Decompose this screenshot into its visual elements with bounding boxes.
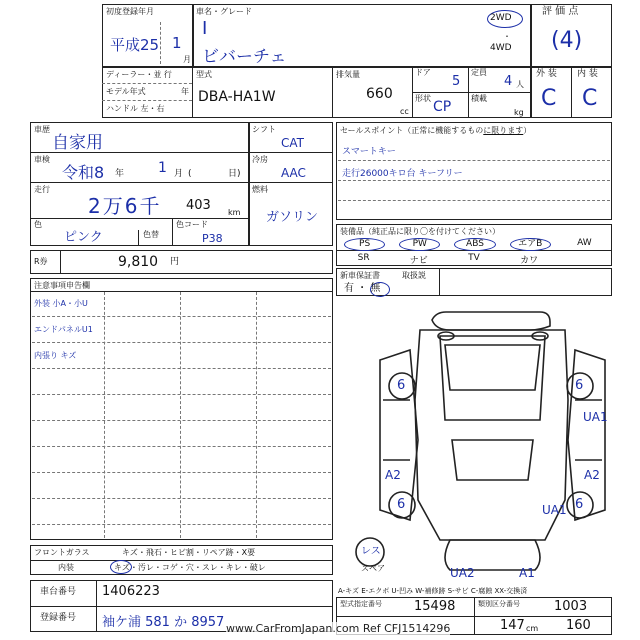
capacity-unit: 人 [516,80,524,89]
inspection-day-open: ( [188,169,192,179]
chassis-label: 車台番号 [40,587,77,597]
mark-a1: A1 [519,566,535,580]
mark-a2-left: A2 [385,468,401,482]
year-unit: 年 [181,87,189,96]
capacity-value: 4 [504,74,513,89]
kg-unit: kg [514,108,524,117]
interior-damage-options: キズ・汚レ・コゲ・穴・スレ・キレ・破レ [114,563,266,572]
shift-value: CAT [281,136,304,150]
type-value: 15498 [414,599,456,614]
mark-tire-fr: 6 [575,378,584,393]
inspection-era: 令和8 [62,163,105,182]
recycle-value: 9,810 [118,254,159,270]
shape-value: CP [433,99,452,115]
mileage-label: 走行 [34,185,50,194]
dims-unit: cm [526,624,539,633]
windshield-options: キズ・飛石・ヒビ割・リペア跡・X要 [122,548,256,557]
inspection-label: 車検 [34,155,50,164]
equipment-item-0-2: ABS [454,238,495,251]
front-bumper [432,312,550,330]
mark-tire-rr: 6 [575,497,584,512]
color-change-label: 色替 [143,230,159,239]
color-code-value: P38 [202,232,223,245]
handle-label: ハンドル 左・右 [106,104,165,113]
note-3: 内張り キズ [34,351,77,360]
equipment-item-1-2: TV [468,253,480,263]
door-label: ドア [415,68,431,77]
model-year-label: モデル年式 [106,87,146,96]
chassis-value: 1406223 [102,584,160,599]
month-value: 1 [172,34,182,52]
exterior-value: C [541,86,557,111]
equipment-item-0-0: PS [344,238,385,251]
inspection-year-unit: 年 [115,169,125,179]
fuel-value: ガソリン [266,210,319,225]
class-value: 1003 [554,599,588,614]
damage-legend: A-キズ E-エクボ U-凹み W-補修跡 S-サビ C-腐蝕 XX-交換済 [338,587,528,595]
car-name-label: 車名・グレード [196,7,252,16]
mark-ua1-right: UA1 [583,410,608,424]
sales-points-title-underlined: に限ります [483,126,524,135]
equipment-item-1-1: ナビ [409,256,428,266]
note-2: エンドパネルU1 [34,325,93,334]
usage-label: 車歴 [34,125,50,134]
month-unit: 月 [183,55,191,64]
shape-label: 形状 [415,94,431,103]
equipment-item-1-0: SR [357,253,370,263]
sales-point-2: 走行26000キロ台 キーフリー [342,169,463,179]
type-label: 型式指定番号 [340,600,382,608]
cc-unit: cc [400,107,409,116]
spare-tire-note: レス [361,546,381,557]
mark-tire-fl: 6 [397,378,406,393]
color-label: 色 [34,220,42,229]
class-label: 類別区分番号 [478,600,520,608]
era-value: 平成25 [110,36,160,54]
displacement-label: 排気量 [336,70,360,79]
windshield [445,345,540,390]
inspection-month: 1 [158,160,167,176]
recycle-label: R券 [34,257,48,266]
katashiki-value: DBA-HA1W [198,89,276,105]
usage-value: 自家用 [52,133,103,153]
dealer-label: ディーラー・並 行 [106,70,172,79]
exterior-label: 外 装 [536,69,557,79]
warranty-value: 有 ・ 無 [344,283,381,294]
equipment-item-0-4: AW [577,238,592,248]
inspection-day-close: 日) [228,169,241,179]
score-value: (4) [551,28,583,53]
drive-2wd: 2WD [490,13,512,23]
rear-window [452,440,533,480]
aircon-value: AAC [281,166,306,180]
capacity-label: 定員 [471,68,487,77]
color-code-label: 色コード [176,220,208,229]
note-1: 外装 小A・小U [34,299,88,308]
equipment-item-0-3: エアB [510,238,551,251]
load-label: 積載 [471,94,487,103]
displacement-value: 660 [366,86,393,102]
first-reg-label: 初度登録年月 [106,7,154,16]
mark-tire-rl: 6 [397,497,406,512]
grade: ビバーチェ [202,47,287,67]
door-value: 5 [452,74,461,89]
sales-points-title: セールスポイント（正常に機能するものに限ります） [340,126,532,135]
mileage-sub: 403 [186,198,211,213]
interior-value: C [582,86,598,111]
roof [440,336,545,420]
katashiki-label: 型式 [196,70,212,79]
yen-unit: 円 [170,257,180,267]
sales-point-1: スマートキー [342,147,396,157]
watermark: www.CarFromJapan.com Ref CFJ1514296 [226,622,451,635]
dims-a: 147 [500,618,525,633]
mileage-main: 2万6千 [88,194,162,218]
notes-title: 注意事項申告欄 [34,281,90,290]
shift-label: シフト [252,125,276,134]
mark-ua2: UA2 [450,566,475,580]
aircon-label: 冷房 [252,155,268,164]
equipment-item-0-1: PW [399,238,440,251]
windshield-label: フロントガラス [34,548,90,557]
dims-b: 160 [566,618,591,633]
km-unit: km [228,208,241,217]
score-label: 評 価 点 [542,6,579,17]
mark-a2-right: A2 [584,468,600,482]
fuel-label: 燃料 [252,185,268,194]
registration-value: 袖ケ浦 581 か 8957 [102,615,225,630]
warranty-label: 新車保証書 [340,271,380,280]
drive-4wd: 4WD [490,43,512,53]
manual-label: 取扱説 [402,271,426,280]
inspection-month-unit: 月 [174,169,184,179]
color-value: ピンク [64,230,103,245]
mark-ua1-lower: UA1 [542,503,567,517]
interior-label: 内 装 [577,69,598,79]
equipment-title: 装備品（純正品に限り〇を付けてください） [340,227,500,236]
spare-label: スペア [361,564,385,573]
equipment-item-1-3: カワ [520,256,539,266]
car-name: I [202,18,208,39]
registration-label: 登録番号 [40,613,77,623]
left-side [380,350,418,520]
interior-damage-label: 内装 [58,563,74,572]
